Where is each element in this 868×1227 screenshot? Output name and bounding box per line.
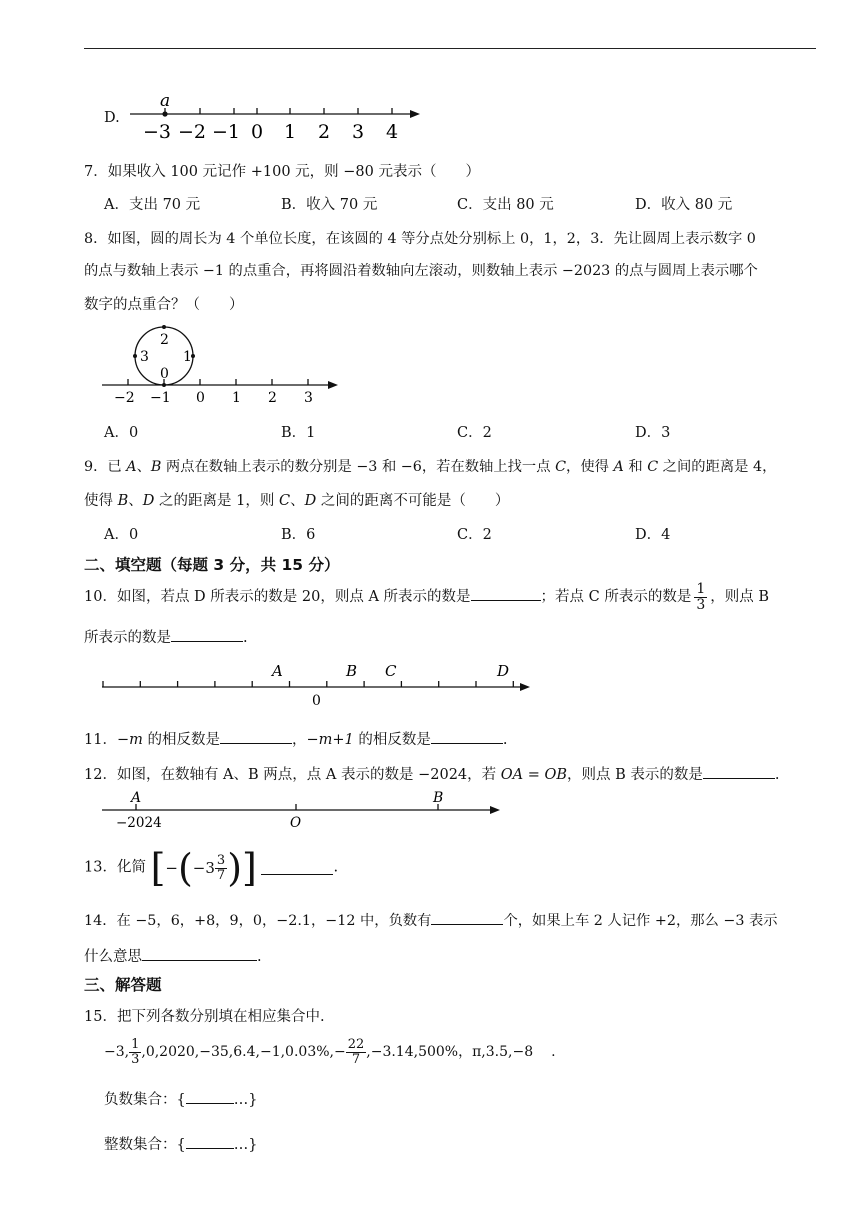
q8-figure xyxy=(100,322,350,408)
q9-option-c: C．2 xyxy=(457,527,492,543)
q7-stem: 7．如果收入 100 元记作 +100 元，则 −80 元表示（ ） xyxy=(84,164,480,180)
q10-label-zero: 0 xyxy=(312,693,321,708)
q9-line2: 使得 B、D 之的距离是 1，则 C、D 之间的距离不可能是（ ） xyxy=(84,493,510,509)
q8-option-d: D．3 xyxy=(635,425,671,441)
q9-option-d: D．4 xyxy=(635,527,671,543)
q15-set-negative: 负数集合：{ …} xyxy=(104,1088,257,1109)
q8-option-c: C．2 xyxy=(457,425,492,441)
q9-line1: 9．已 A、B 两点在数轴上表示的数分别是 −3 和 −6，若在数轴上找一点 C，使得 A 和 C 之间的距离是 4， xyxy=(84,459,777,475)
q10-label-b: B xyxy=(346,662,358,680)
q15-stem: 15．把下列各数分别填在相应集合中. xyxy=(84,1009,325,1025)
q8-tick-label: 2 xyxy=(268,390,277,406)
q7-option-b: B．收入 70 元 xyxy=(281,197,378,213)
q7-option-d: D．收入 80 元 xyxy=(635,197,733,213)
q6-tick-label: −1 xyxy=(212,121,241,143)
q13-line: 13．化简 [−(−3 $\frac{3}{7}$ )] . xyxy=(84,846,339,890)
q15-numbers: −3, $\frac{1}{3}$ ,0,2020,−35,6.4,−1,0.03%,− $\frac{22}{7}$ ,−3.14,500%，π,3.5,−8 . xyxy=(104,1036,556,1067)
q10-number-line xyxy=(100,656,540,708)
q8-circle-label-3: 3 xyxy=(140,349,149,365)
section-2-title: 二、填空题（每题 3 分，共 15 分） xyxy=(84,556,340,574)
q13-expression: [−(−3 $\frac{3}{7}$ )] xyxy=(150,846,257,890)
q15-set-integer: 整数集合：{ …} xyxy=(104,1133,257,1154)
q8-line1: 8．如图，圆的周长为 4 个单位长度，在该圆的 4 等分点处分别标上 0，1，2，3．先让圆周上表示数字 0 xyxy=(84,231,756,247)
q6-number-line xyxy=(130,88,430,146)
q6-tick-label: −3 xyxy=(143,121,172,143)
q8-tick-label: 3 xyxy=(304,390,313,406)
q10-label-d: D xyxy=(497,662,510,680)
q12-value-a: −2024 xyxy=(116,815,162,831)
q12-label-a: A xyxy=(131,790,142,806)
q8-line3: 数字的点重合？（ ） xyxy=(84,297,244,313)
q8-option-b: B．1 xyxy=(281,425,316,441)
q6-point-a-label: a xyxy=(160,91,171,111)
q6-tick-label: 1 xyxy=(284,121,297,143)
q8-tick-label: −1 xyxy=(150,390,171,406)
q8-circle-label-2: 2 xyxy=(160,332,169,348)
q10-label-c: C xyxy=(385,662,397,680)
q7-option-a: A．支出 70 元 xyxy=(104,197,201,213)
section-3-title: 三、解答题 xyxy=(84,976,162,994)
q15-set-integer-blank[interactable] xyxy=(186,1134,234,1149)
q6-tick-label: 4 xyxy=(386,121,399,143)
q6-option-d-label: D. xyxy=(104,110,120,126)
header-rule xyxy=(84,48,816,49)
q12-line: 12．如图，在数轴有 A、B 两点，点 A 表示的数是 −2024，若 OA = OB，则点 B 表示的数是 . xyxy=(84,763,780,784)
q8-circle-label-0: 0 xyxy=(160,366,169,382)
q12-label-o: O xyxy=(290,815,302,831)
q10-line1: 10．如图，若点 D 所表示的数是 20，则点 A 所表示的数是 ；若点 C 所表示的数是 $\frac{1}{3}$ ，则点 B xyxy=(84,580,770,613)
q8-line2: 的点与数轴上表示 −1 的点重合，再将圆沿着数轴向左滚动，则数轴上表示 −2023 的点与圆周上表示哪个 xyxy=(84,263,758,279)
q14-line2: 什么意思 . xyxy=(84,945,262,966)
q6-tick-label: 0 xyxy=(251,121,264,143)
q9-option-a: A．0 xyxy=(104,527,139,543)
q14-line1: 14．在 −5，6，+8，9，0，−2.1，−12 中，负数有 个，如果上车 2 人记作 +2，那么 −3 表示 xyxy=(84,910,778,930)
q10-label-a: A xyxy=(272,662,283,680)
q10-line2: 所表示的数是 . xyxy=(84,626,248,647)
q8-tick-label: −2 xyxy=(114,390,135,406)
q11-line: 11．−m 的相反数是 ，−m+1 的相反数是 . xyxy=(84,728,507,749)
q12-label-b: B xyxy=(433,790,444,806)
q8-option-a: A．0 xyxy=(104,425,139,441)
q12-number-line xyxy=(100,786,510,832)
q6-tick-label: −2 xyxy=(178,121,207,143)
q9-option-b: B．6 xyxy=(281,527,316,543)
q8-circle-label-1: 1 xyxy=(183,349,192,365)
q15-set-negative-blank[interactable] xyxy=(186,1089,234,1104)
q7-option-c: C．支出 80 元 xyxy=(457,197,554,213)
q6-tick-label: 3 xyxy=(352,121,365,143)
q8-tick-label: 1 xyxy=(232,390,241,406)
q8-tick-label: 0 xyxy=(196,390,205,406)
q6-tick-label: 2 xyxy=(318,121,331,143)
